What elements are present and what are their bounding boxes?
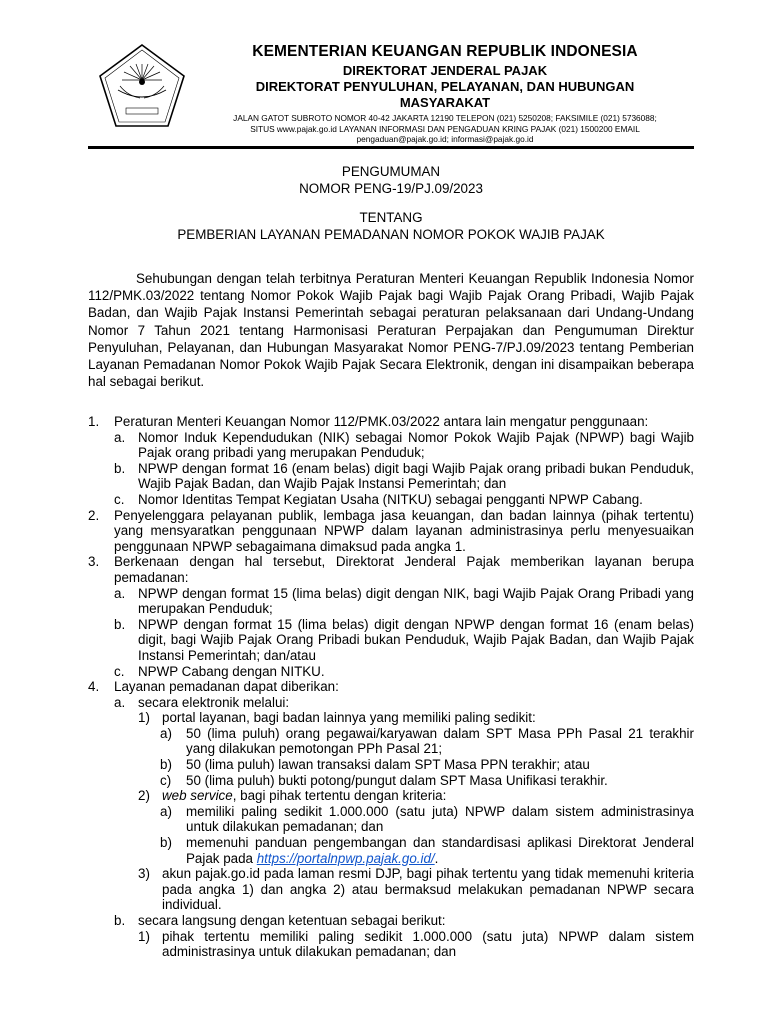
numbered-list [88,414,694,960]
list-item: b) 50 (lima puluh) lawan transaksi dalam SPT Masa PPN terakhir; atau [160,757,590,773]
ministry-name: KEMENTERIAN KEUANGAN REPUBLIK INDONESIA [252,43,638,60]
list-item: 1. Peraturan Menteri Keuangan Nomor 112/PMK.03/2022 antara lain mengatur penggunaan: [88,414,649,429]
announcement-number: NOMOR PENG-19/PJ.09/2023 [299,180,483,196]
address-line2: SITUS www.pajak.go.id LAYANAN INFORMASI DAN PENGADUAN KRING PAJAK (021) 1500200 EMAIL [250,123,640,134]
list-item: c. NPWP Cabang dengan NITKU. [114,663,325,679]
announcement-subject: PEMBERIAN LAYANAN PEMADANAN NOMOR POKOK WAJIB PAJAK [177,226,605,242]
directorate-name-line1: DIREKTORAT PENYULUHAN, PELAYANAN, DAN HUBUNGAN [255,79,635,94]
list-item: 3) akun pajak.go.id pada laman resmi DJP, bagi pihak tertentu yang tidak memenuhi kriteria pada angka 1) dan angka 2) atau bermaksud melakukan pemadanan NPWP secara individual. [138,866,694,913]
list-item: a) memiliki paling sedikit 1.000.000 (satu juta) NPWP dalam sistem administrasinya untuk dilakukan pemadanan; dan [160,803,694,835]
list-item: a. secara elektronik melalui: [114,694,290,710]
list-item: 2. Penyelenggara pelayanan publik, lembaga jasa keuangan, dan badan lainnya (pihak tertentu) yang mensyaratkan penggunaan NPWP dalam layanan administrasinya perlu menyesuaikan penggunaan NPWP sebagaimana dimaksud pada angka 1. [88,507,694,554]
list-item: a) 50 (lima puluh) orang pegawai/karyawan dalam SPT Masa PPh Pasal 21 terakhir yang dilakukan pemotongan PPh Pasal 21; [160,725,694,757]
list-item: b. NPWP dengan format 15 (lima belas) digit dengan NPWP dengan format 16 (enam belas) digit, bagi Wajib Pajak Orang Pribadi bukan Penduduk, Wajib Pajak Badan, dan Wajib Pajak Instansi Pemerintah; dan/atau [114,616,694,663]
list-item: c) 50 (lima puluh) bukti potong/pungut dalam SPT Masa Unifikasi terakhir. [160,772,608,788]
letterhead [200,42,690,145]
letterhead-divider [88,146,694,149]
directorate-name-line2: MASYARAKAT [399,95,491,110]
list-item: c. Nomor Identitas Tempat Kegiatan Usaha (NITKU) sebagai pengganti NPWP Cabang. [114,491,643,507]
web-service-term: web service [162,788,233,804]
directorate-general-name: DIREKTORAT JENDERAL PAJAK [342,63,548,78]
address-line1: JALAN GATOT SUBROTO NOMOR 40-42 JAKARTA 12190 TELEPON (021) 5250208; FAKSIMILE (021) 5736088; [233,113,657,123]
list-item: 3. Berkenaan dengan hal tersebut, Direktorat Jenderal Pajak memberikan layanan berupa pemadanan: [88,554,694,585]
ministry-of-finance-logo [96,42,188,130]
announcement-type: PENGUMUMAN [341,164,441,179]
list-item: 2) web service, bagi pihak tertentu dengan kriteria: [138,788,447,804]
about-label: TENTANG [359,210,423,225]
list-item: b. NPWP dengan format 16 (enam belas) digit bagi Wajib Pajak orang pribadi bukan Penduduk, Wajib Pajak Badan, dan Wajib Pajak Instansi Pemerintah; dan [114,460,694,492]
announcement-heading [88,164,694,197]
list-item: a. Nomor Induk Kependudukan (NIK) sebagai Nomor Pokok Wajib Pajak (NPWP) bagi Wajib Pajak orang pribadi yang merupakan Penduduk; [114,429,694,461]
address-line3: pengaduan@pajak.go.id; informasi@pajak.go.id [356,134,534,144]
list-item: a. NPWP dengan format 15 (lima belas) digit dengan NIK, bagi Wajib Pajak Orang Pribadi yang merupakan Penduduk; [114,585,694,617]
announcement-subject-block [88,210,694,243]
intro-paragraph: Sehubungan dengan telah terbitnya Peraturan Menteri Keuangan Republik Indonesia Nomor 112/PMK.03/2022 tentang Nomor Pokok Wajib Pajak bagi Wajib Pajak Orang Pribadi, Wajib Pajak Badan, dan Wajib Pajak Instansi Pemerintah sebagai peraturan pelaksanaan dari Undang-Undang Nomor 7 Tahun 2021 tentang Harmonisasi Peraturan Perpajakan dan Pengumuman Direktur Penyuluhan, Pelayanan, dan Hubungan Masyarakat Nomor PENG-7/PJ.09/2023 tentang Pemberian Layanan Pemadanan Nomor Pokok Wajib Pajak Secara Elektronik, dengan ini disampaikan beberapa hal sebagai berikut. [88,271,694,390]
list-item: b) memenuhi panduan pengembangan dan standardisasi aplikasi Direktorat Jenderal Pajak pada https://portalnpwp.pajak.go.id/. [160,835,694,866]
list-item: 1) pihak tertentu memiliki paling sedikit 1.000.000 (satu juta) NPWP dalam sistem administrasinya untuk dilakukan pemadanan; dan [138,928,694,960]
list-item: 4. Layanan pemadanan dapat diberikan: [88,679,339,695]
list-item: 1) portal layanan, bagi badan lainnya yang memiliki paling sedikit: [138,710,536,726]
portal-npwp-link[interactable]: https://portalnpwp.pajak.go.id/ [256,850,435,866]
list-item: b. secara langsung dengan ketentuan sebagai berikut: [114,913,446,928]
